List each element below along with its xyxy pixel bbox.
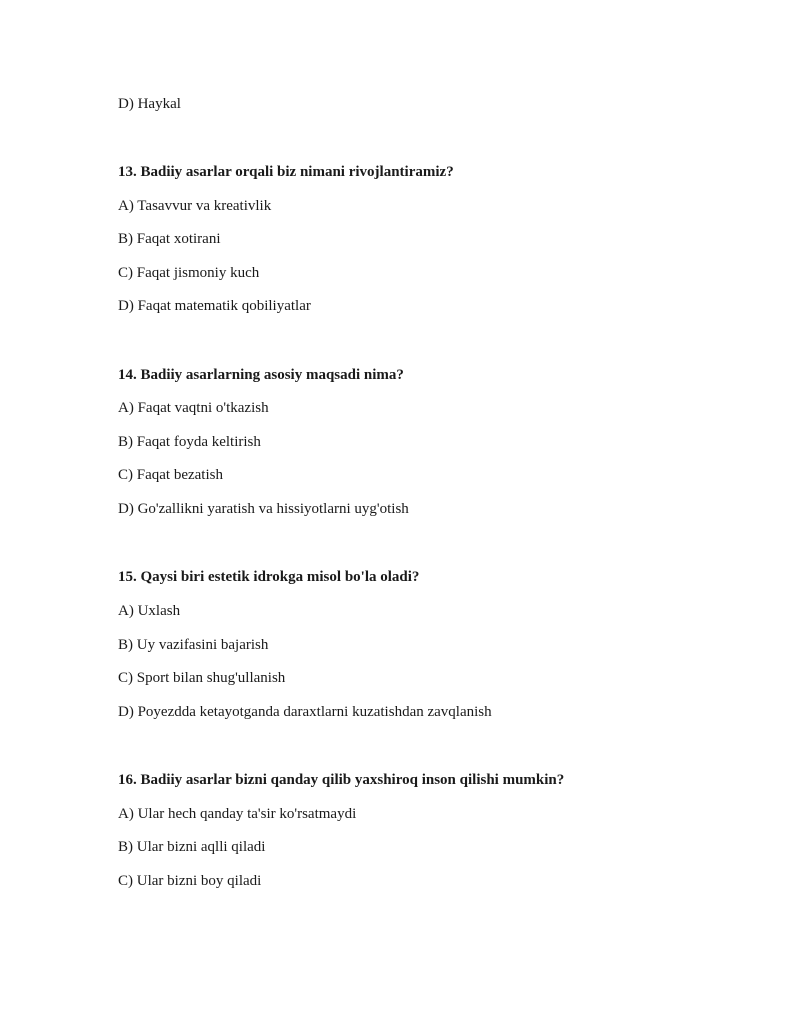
answer-option: C) Sport bilan shug'ullanish <box>118 670 286 686</box>
question-16-text: 16. Badiiy asarlar bizni qanday qilib yaxshiroq inson qilishi mumkin? <box>118 772 565 788</box>
question-15-text: 15. Qaysi biri estetik idrokga misol bo'la oladi? <box>118 569 420 585</box>
answer-option: B) Ular bizni aqlli qiladi <box>118 839 266 855</box>
question-14-text: 14. Badiiy asarlarning asosiy maqsadi nima? <box>118 367 404 383</box>
answer-option: B) Faqat foyda keltirish <box>118 434 261 450</box>
answer-option: C) Ular bizni boy qiladi <box>118 873 262 889</box>
answer-option: B) Uy vazifasini bajarish <box>118 637 269 653</box>
question-13-text: 13. Badiiy asarlar orqali biz nimani rivojlantiramiz? <box>118 164 454 180</box>
answer-option: D) Haykal <box>118 96 181 112</box>
answer-option: D) Faqat matematik qobiliyatlar <box>118 298 311 314</box>
answer-option: B) Faqat xotirani <box>118 231 221 247</box>
answer-option: D) Go'zallikni yaratish va hissiyotlarni uyg'otish <box>118 501 409 517</box>
answer-option: A) Faqat vaqtni o'tkazish <box>118 400 269 416</box>
answer-option: A) Uxlash <box>118 603 181 619</box>
answer-option: A) Ular hech qanday ta'sir ko'rsatmaydi <box>118 806 357 822</box>
answer-option: A) Tasavvur va kreativlik <box>118 198 272 214</box>
answer-option: C) Faqat jismoniy kuch <box>118 265 260 281</box>
answer-option: C) Faqat bezatish <box>118 467 223 483</box>
answer-option: D) Poyezdda ketayotganda daraxtlarni kuzatishdan zavqlanish <box>118 704 492 720</box>
